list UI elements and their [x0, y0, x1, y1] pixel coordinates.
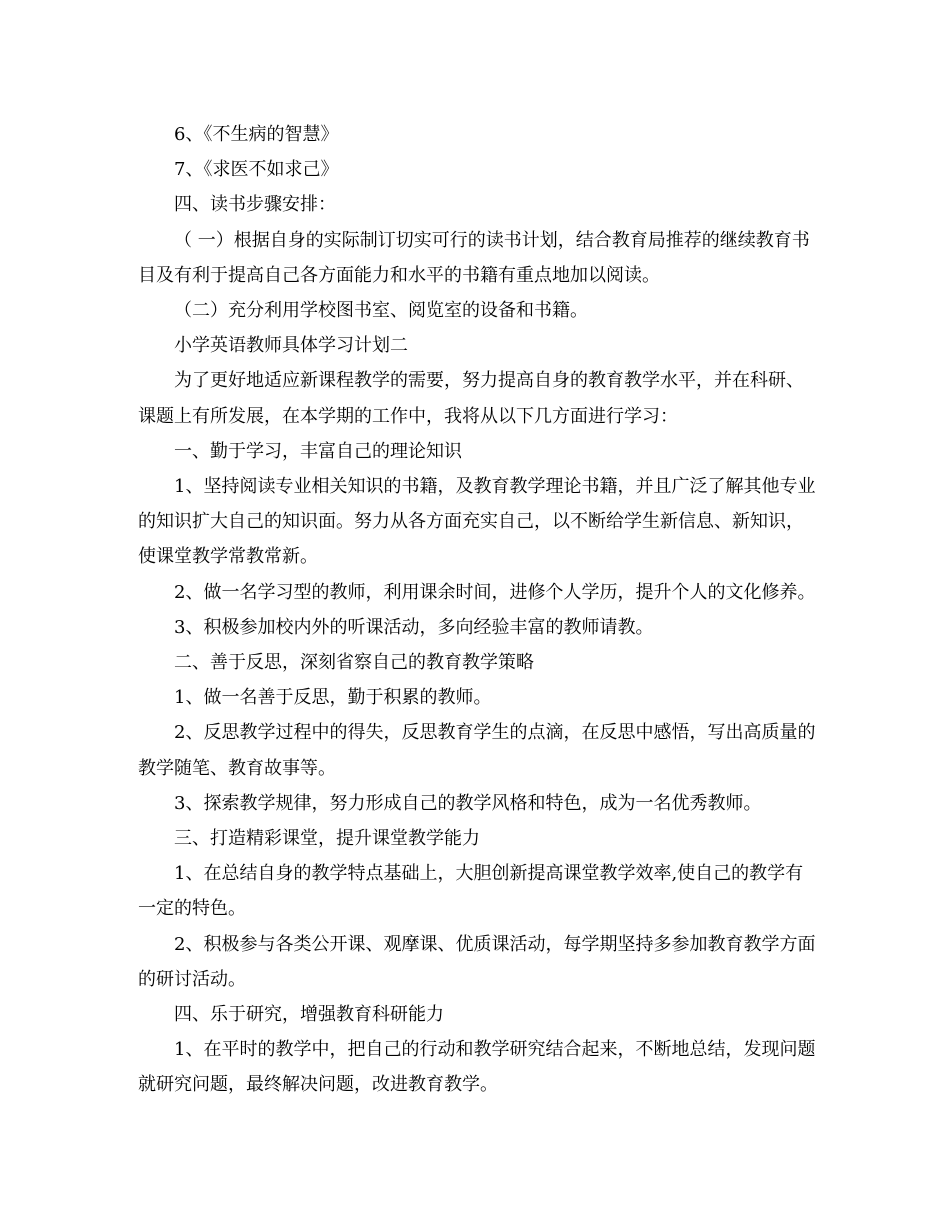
- document-subtitle: 小学英语教师具体学习计划二: [174, 335, 408, 357]
- paragraph-3-1: 1、在总结自身的教学特点基础上，大胆创新提高课堂教学效率,使自己的教学有一定的特色。: [138, 863, 804, 920]
- paragraph-2-3: 3、探索教学规律，努力形成自己的教学风格和特色，成为一名优秀教师。: [174, 792, 762, 814]
- paragraph-4-1: 1、在平时的教学中，把自己的行动和教学研究结合起来，不断地总结，发现问题就研究问题，最终解决问题，改进教育教学。: [138, 1039, 816, 1096]
- list-item-book-7: 7、《求医不如求己》: [174, 159, 339, 181]
- document-body: [138, 117, 820, 1103]
- paragraph-1-3: 3、积极参加校内外的听课活动，多向经验丰富的教师请教。: [174, 616, 654, 638]
- section-heading-3: 三、打造精彩课堂，提升课堂教学能力: [174, 828, 480, 850]
- paragraph-2-1: 1、做一名善于反思，勤于积累的教师。: [174, 687, 492, 709]
- section-heading-4: 四、乐于研究，增强教育科研能力: [174, 1004, 444, 1026]
- paragraph-1-1: 1、坚持阅读专业相关知识的书籍，及教育教学理论书籍，并且广泛了解其他专业的知识扩大自己的知识面。努力从各方面充实自己，以不断给学生新信息、新知识，使课堂教学常教常新。: [138, 476, 816, 568]
- paragraph-3-2: 2、积极参与各类公开课、观摩课、优质课活动，每学期坚持多参加教育教学方面的研讨活动。: [138, 933, 816, 990]
- section-heading-reading-steps: 四、读书步骤安排：: [174, 194, 336, 216]
- paragraph-intro: 为了更好地适应新课程教学的需要，努力提高自身的教育教学水平，并在科研、课题上有所发展，在本学期的工作中，我将从以下几方面进行学习：: [138, 370, 804, 427]
- list-item-book-6: 6、《不生病的智慧》: [174, 124, 339, 145]
- paragraph-2-2: 2、反思教学过程中的得失，反思教育学生的点滴，在反思中感悟，写出高质量的教学随笔、教育故事等。: [138, 722, 816, 779]
- section-heading-1: 一、勤于学习，丰富自己的理论知识: [174, 440, 462, 462]
- paragraph-step-2: （二）充分利用学校图书室、阅览室的设备和书籍。: [174, 300, 588, 322]
- section-heading-2: 二、善于反思，深刻省察自己的教育教学策略: [174, 652, 534, 674]
- paragraph-step-1: （ 一）根据自身的实际制订切实可行的读书计划，结合教育局推荐的继续教育书目及有利于提高自己各方面能力和水平的书籍有重点地加以阅读。: [138, 229, 810, 286]
- paragraph-1-2: 2、做一名学习型的教师，利用课余时间，进修个人学历，提升个人的文化修养。: [174, 581, 816, 603]
